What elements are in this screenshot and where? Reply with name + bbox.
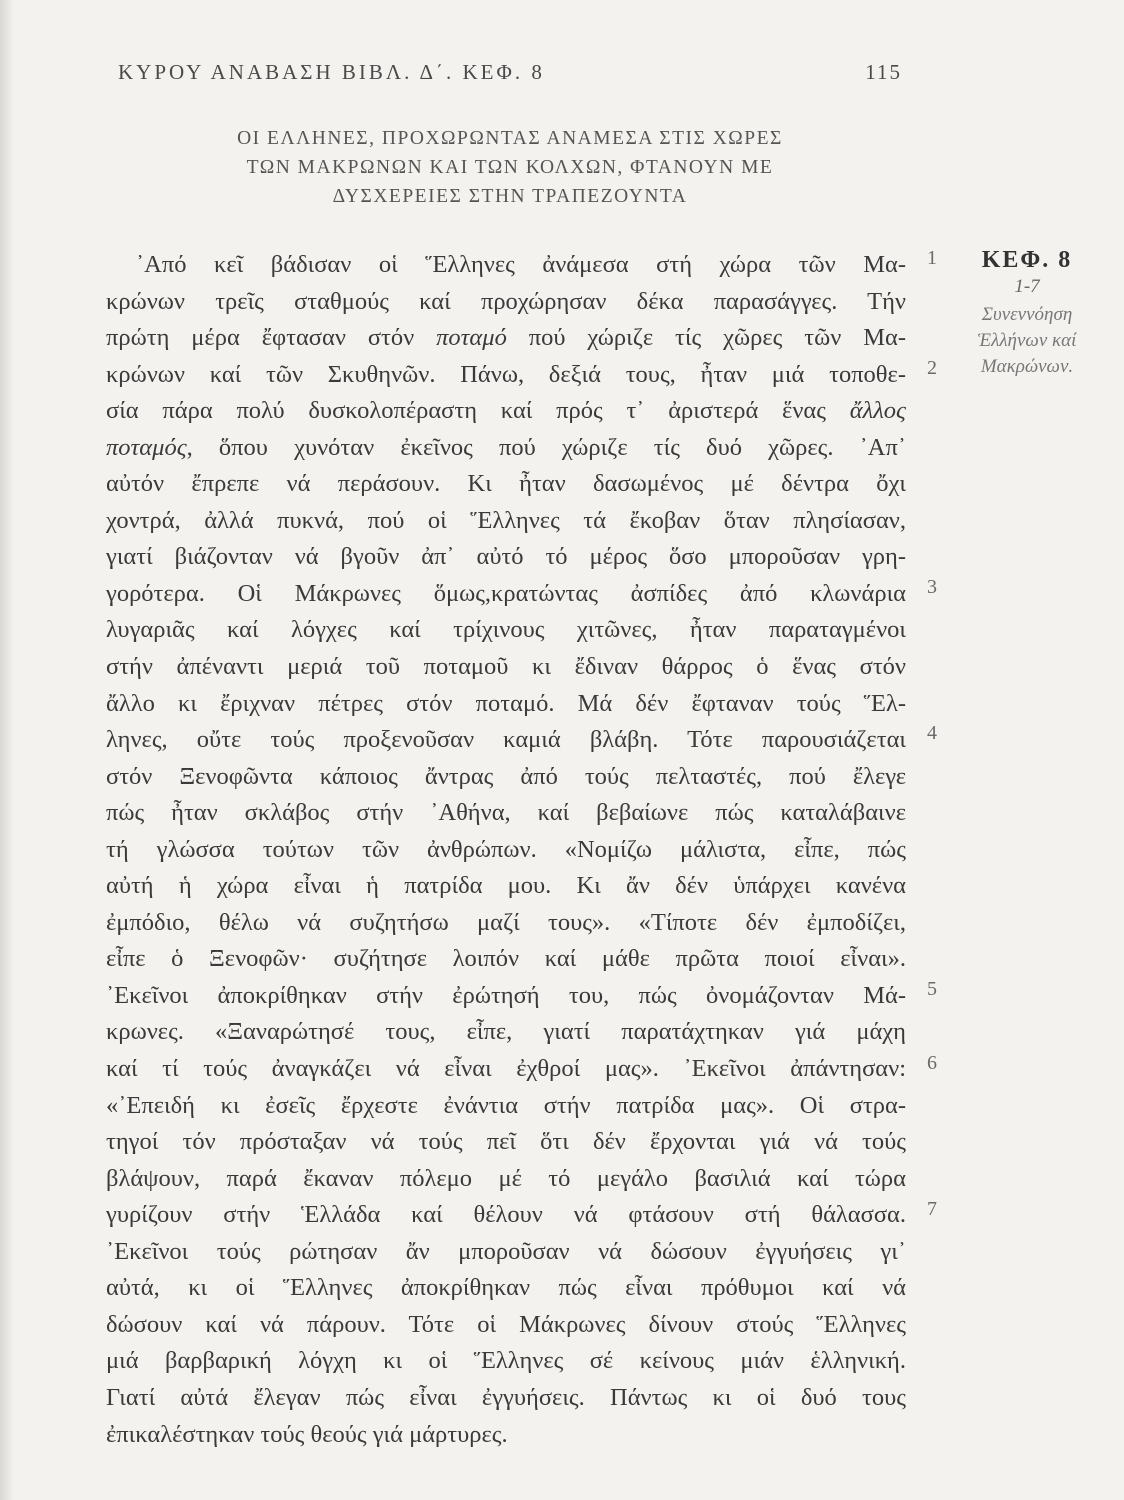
body-text — [106, 247, 906, 1453]
text-line: πώς ἦταν σκλάβος στήν ᾿Αθήνα, καί βεβαίωνε πώς καταλάβαινε — [106, 799, 906, 827]
text-line: στήν ἀπέναντι μεριά τοῦ ποταμοῦ κι ἔδιναν θάρρος ὁ ἕνας στόν — [106, 653, 906, 681]
text-line: ληνες, οὔτε τούς προξενοῦσαν καμιά βλάβη. Τότε παρουσιάζεται — [106, 726, 906, 754]
section-marker: 4 — [927, 722, 937, 744]
text-line: πρώτη μέρα ἔφτασαν στόν ποταμό πού χώριζε τίς χῶρες τῶν Μα- — [106, 324, 906, 352]
margin-note-line: Ἑλλήνων καί — [977, 330, 1077, 351]
text-line: ᾿Από κεῖ βάδισαν οἱ Ἕλληνες ἀνάμεσα στή χώρα τῶν Μα- — [136, 251, 906, 278]
text-line: καί τί τούς ἀναγκάζει νά εἶναι ἐχθροί μας». ᾿Εκεῖνοι ἀπάντησαν: — [106, 1055, 906, 1083]
text-line: κρώνων καί τῶν Σκυθηνῶν. Πάνω, δεξιά τους, ἦταν μιά τοποθε- — [106, 360, 906, 388]
text-line: σία πάρα πολύ δυσκολοπέραστη καί πρός τ᾿ ἀριστερά ἕνας ἄλλος — [106, 397, 906, 425]
text-line: γορότερα. Οἱ Μάκρωνες ὅμως,κρατώντας ἀσπίδες ἀπό κλωνάρια — [106, 579, 906, 607]
text-line: αὐτόν ἔπρεπε νά περάσουν. Κι ἦταν δασωμένος μέ δέντρα ὄχι — [106, 470, 906, 498]
margin-note-description — [952, 302, 1102, 380]
text-line: χοντρά, ἀλλά πυκνά, πού οἱ Ἕλληνες τά ἔκοβαν ὅταν πλησίασαν, — [106, 506, 906, 534]
text-line: γυρίζουν στήν Ἑλλάδα καί θέλουν νά φτάσουν στή θάλασσα. — [106, 1201, 906, 1229]
section-marker: 1 — [927, 247, 937, 269]
section-marker: 5 — [927, 978, 937, 1000]
text-line: γιατί βιάζονταν νά βγοῦν ἀπ᾿ αὐτό τό μέρος ὅσο μποροῦσαν γρη- — [106, 543, 906, 571]
text-line: κρώνων τρεῖς σταθμούς καί προχώρησαν δέκα παρασάγγες. Τήν — [106, 287, 906, 315]
text-line: ᾿Εκεῖνοι τούς ρώτησαν ἄν μποροῦσαν νά δώσουν ἐγγυήσεις γι᾿ — [106, 1237, 906, 1265]
text-line: λυγαριᾶς καί λόγχες καί τρίχινους χιτῶνες, ἦταν παραταγμένοι — [106, 616, 906, 644]
text-line: μιά βαρβαρική λόγχη κι οἱ Ἕλληνες σέ κείνους μιάν ἑλληνική. — [106, 1347, 906, 1375]
page-number: 115 — [865, 60, 902, 84]
text-line: αὐτή ἡ χώρα εἶναι ἡ πατρίδα μου. Κι ἄν δέν ὑπάρχει κανένα — [106, 872, 906, 900]
margin-note-range: 1-7 — [1014, 276, 1040, 297]
margin-note-line: Συνεννόηση — [981, 304, 1073, 325]
text-line: «᾿Επειδή κι ἐσεῖς ἔρχεστε ἐνάντια στήν πατρίδα μας». Οἱ στρα- — [106, 1091, 906, 1119]
text-line: εἶπε ὁ Ξενοφῶν· συζήτησε λοιπόν καί μάθε πρῶτα ποιοί εἶναι». — [106, 945, 906, 973]
running-head — [118, 60, 902, 90]
text-line: κρωνες. «Ξαναρώτησέ τους, εἶπε, γιατί παρατάχτηκαν γιά μάχη — [106, 1018, 906, 1046]
text-line: στόν Ξενοφῶντα κάποιος ἄντρας ἀπό τούς πελταστές, πού ἔλεγε — [106, 762, 906, 790]
section-marker: 7 — [927, 1198, 937, 1220]
text-line: ἄλλο κι ἔριχναν πέτρες στόν ποταμό. Μά δέν ἔφταναν τούς Ἕλ- — [106, 689, 906, 717]
text-line: Γιατί αὐτά ἔλεγαν πώς εἶναι ἐγγυήσεις. Πάντως κι οἱ δυό τους — [106, 1383, 906, 1411]
text-line: ἐμπόδιο, θέλω νά συζητήσω μαζί τους». «Τίποτε δέν ἐμποδίζει, — [106, 908, 906, 936]
text-line: ποταμός, ὅπου χυνόταν ἐκεῖνος πού χώριζε τίς δυό χῶρες. ᾿Απ᾿ — [106, 433, 906, 461]
text-line: δώσουν καί νά πάρουν. Τότε οἱ Μάκρωνες δίνουν στούς Ἕλληνες — [106, 1310, 906, 1338]
chapter-heading-line: ΟΙ ΕΛΛΗΝΕΣ, ΠΡΟΧΩΡΩΝΤΑΣ ΑΝΑΜΕΣΑ ΣΤΙΣ ΧΩΡΕΣ — [237, 128, 783, 149]
chapter-heading-line: ΔΥΣΧΕΡΕΙΕΣ ΣΤΗΝ ΤΡΑΠΕΖΟΥΝΤΑ — [332, 186, 688, 207]
text-line: τηγοί τόν πρόσταξαν νά τούς πεῖ ὅτι δέν ἔρχονται γιά νά τούς — [106, 1128, 906, 1156]
margin-note-line: Μακρώνων. — [980, 356, 1074, 377]
chapter-heading-line: ΤΩΝ ΜΑΚΡΩΝΩΝ ΚΑΙ ΤΩΝ ΚΟΛΧΩΝ, ΦΤΑΝΟΥΝ ΜΕ — [246, 157, 774, 178]
text-line: αὐτά, κι οἱ Ἕλληνες ἀποκρίθηκαν πώς εἶναι πρόθυμοι καί νά — [106, 1274, 906, 1302]
running-head-title: ΚΥΡΟΥ ΑΝΑΒΑΣΗ ΒΙΒΛ. Δ΄. ΚΕΦ. 8 — [118, 60, 545, 84]
page-edge — [0, 0, 14, 1500]
text-line: ἐπικαλέστηκαν τούς θεούς γιά μάρτυρες. — [106, 1420, 508, 1448]
section-marker: 6 — [927, 1052, 937, 1074]
section-marker: 2 — [927, 357, 937, 379]
text-line: βλάψουν, παρά ἔκαναν πόλεμο μέ τό μεγάλο βασιλιά καί τώρα — [106, 1164, 906, 1192]
margin-note-chapter: ΚΕΦ. 8 — [981, 247, 1073, 273]
section-marker: 3 — [927, 576, 937, 598]
chapter-heading — [118, 124, 902, 211]
text-line: τή γλώσσα τούτων τῶν ἀνθρώπων. «Νομίζω μάλιστα, εἶπε, πώς — [106, 835, 906, 863]
margin-note — [952, 247, 1102, 380]
text-line: ᾿Εκεῖνοι ἀποκρίθηκαν στήν ἐρώτησή του, πώς ὀνομάζονταν Μά- — [106, 981, 906, 1009]
